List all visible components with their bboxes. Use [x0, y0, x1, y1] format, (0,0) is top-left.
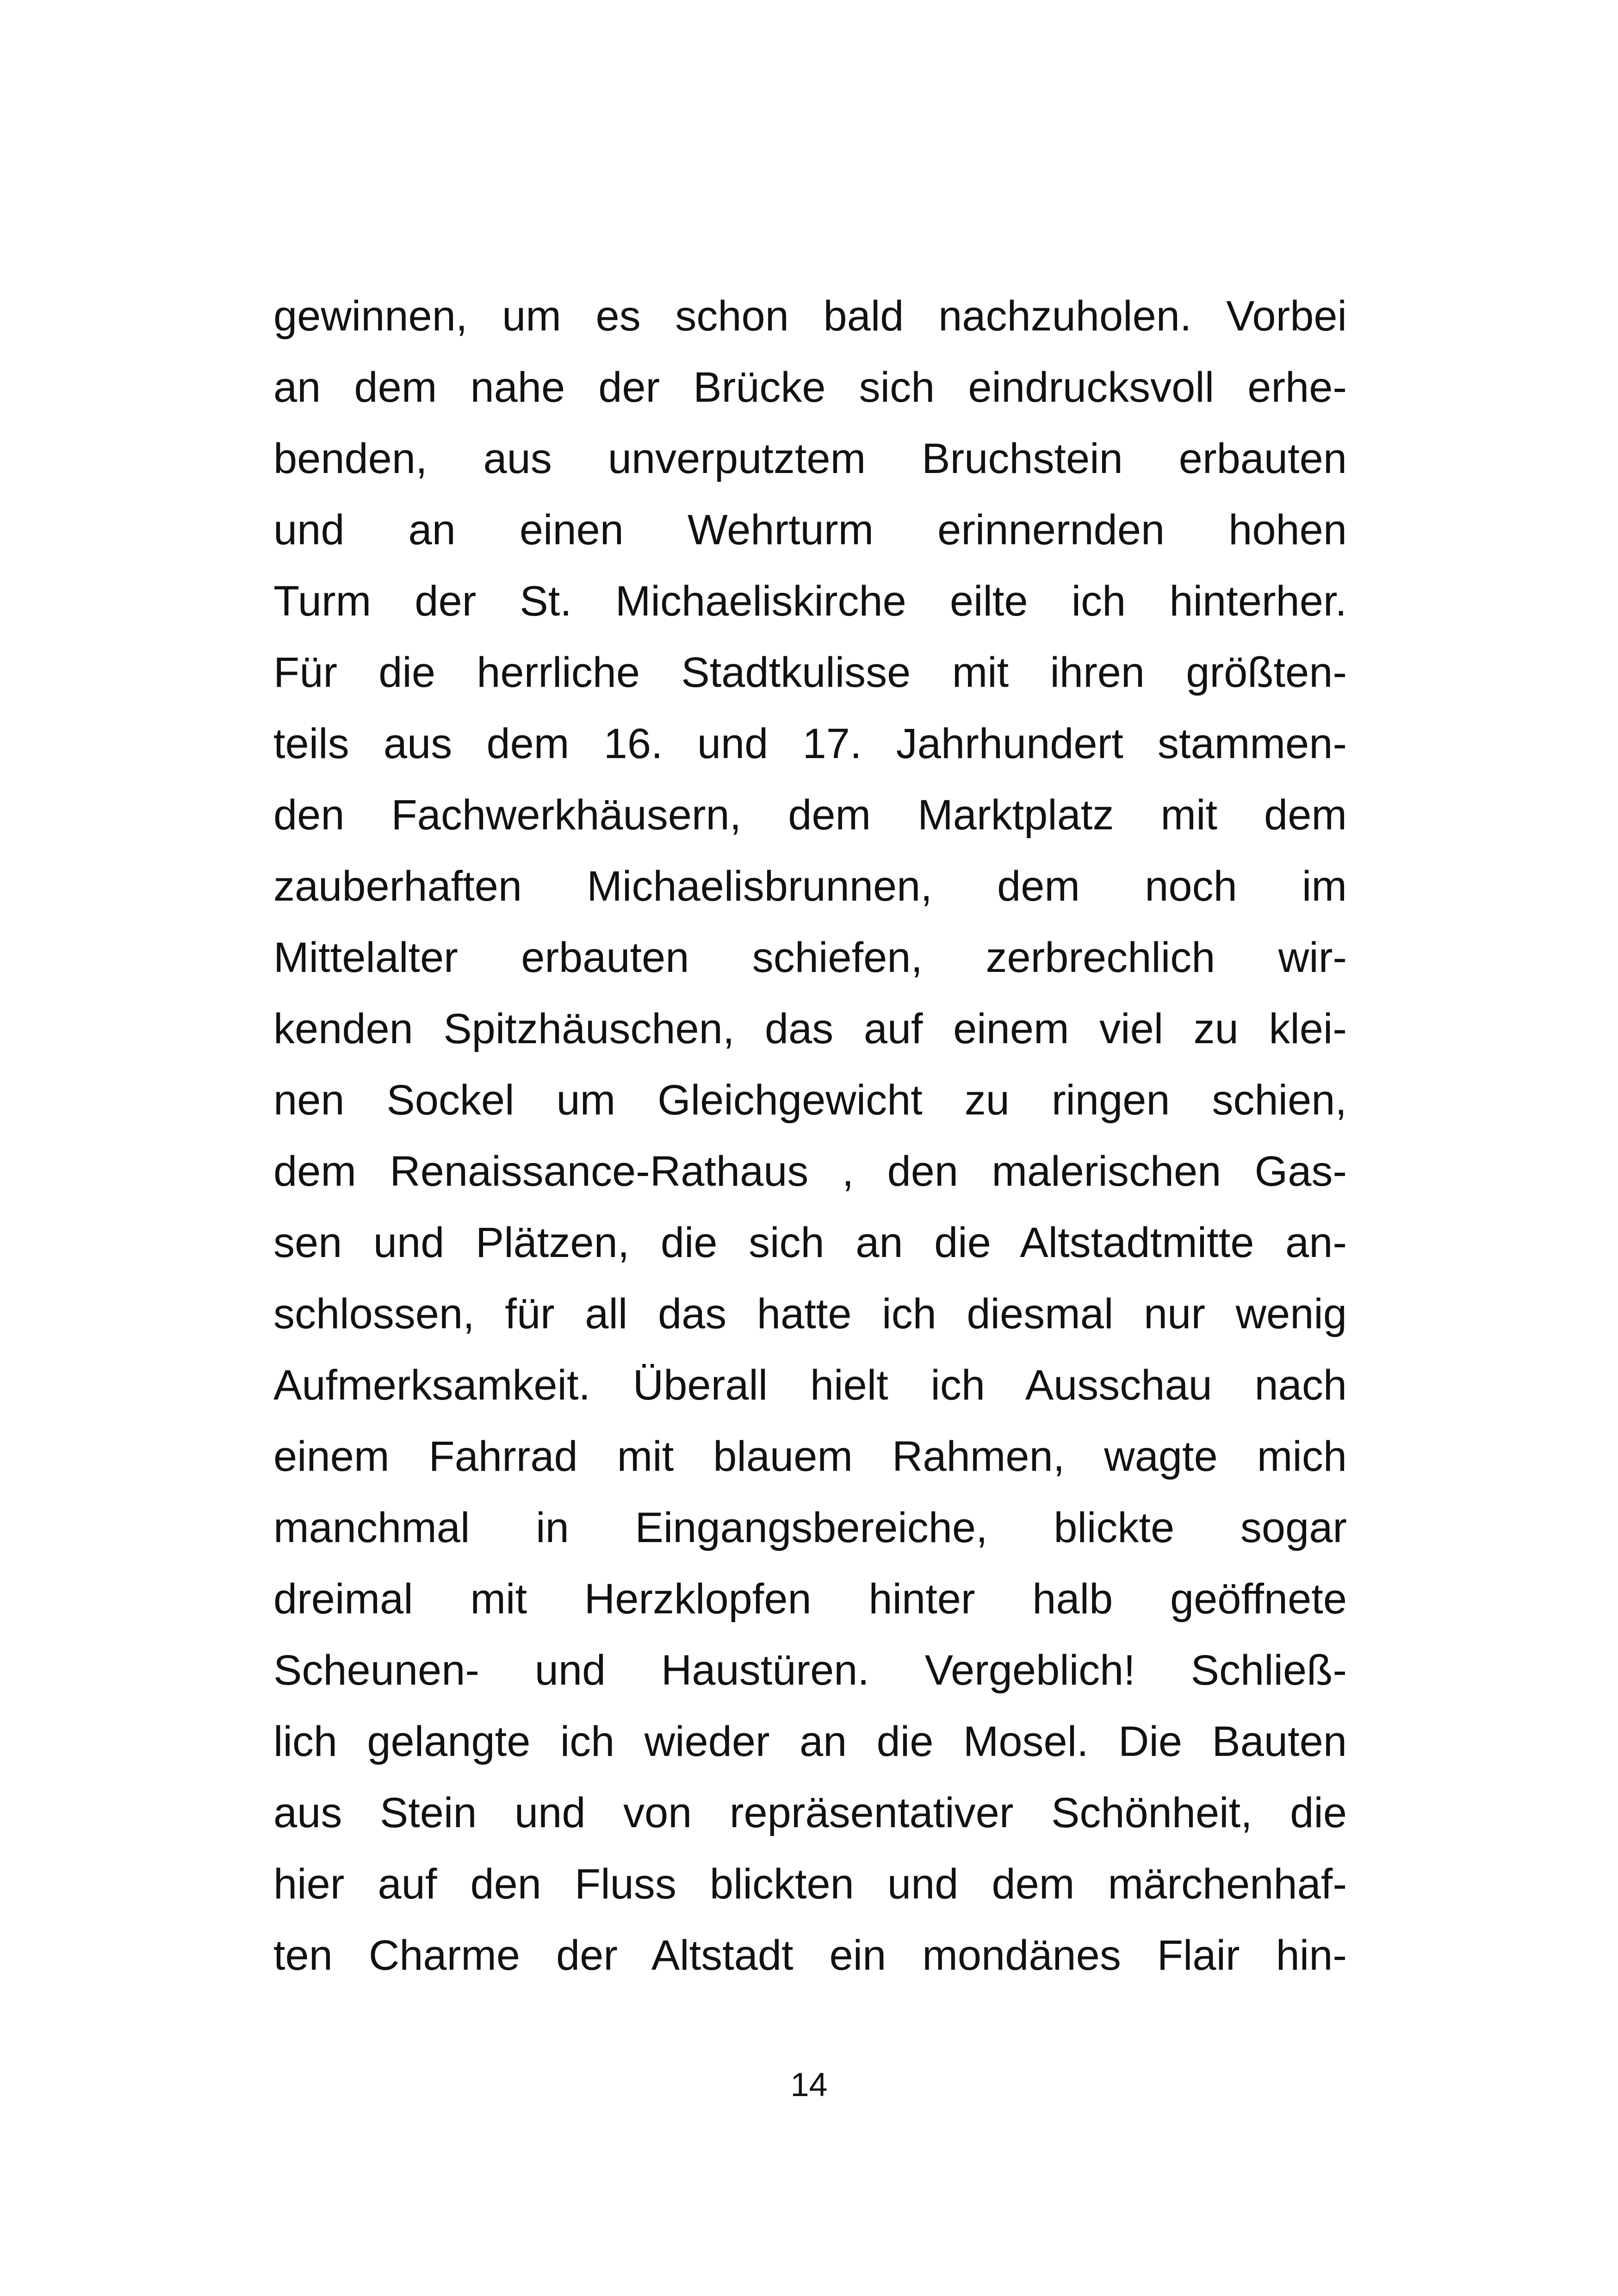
text-line: einem Fahrrad mit blauem Rahmen, wagte mich: [273, 1433, 1347, 1480]
text-line: dreimal mit Herzklopfen hinter halb geöffnete: [273, 1575, 1347, 1623]
text-line: den Fachwerkhäusern, dem Marktplatz mit dem: [273, 791, 1347, 839]
text-line: schlossen, für all das hatte ich diesmal nur wenig: [273, 1290, 1347, 1338]
text-line: Aufmerksamkeit. Überall hielt ich Ausschau nach: [273, 1362, 1347, 1409]
text-line: gewinnen, um es schon bald nachzuholen. Vorbei: [273, 292, 1347, 340]
text-line: hier auf den Fluss blickten und dem märchenhaf-: [273, 1860, 1347, 1908]
text-line: und an einen Wehrturm erinnernden hohen: [273, 506, 1347, 554]
text-line: lich gelangte ich wieder an die Mosel. Die Bauten: [273, 1718, 1347, 1765]
text-line: dem Renaissance-Rathaus , den malerischen Gas-: [273, 1148, 1347, 1195]
text-line: Turm der St. Michaeliskirche eilte ich hinterher.: [273, 578, 1347, 625]
text-line: teils aus dem 16. und 17. Jahrhundert stammen-: [273, 720, 1347, 767]
text-line: manchmal in Eingangsbereiche, blickte sogar: [273, 1504, 1347, 1551]
text-line: an dem nahe der Brücke sich eindrucksvoll erhe-: [273, 364, 1347, 411]
body-text: [273, 280, 1347, 1991]
text-line: kenden Spitzhäuschen, das auf einem viel zu klei-: [273, 1005, 1347, 1052]
text-line: aus Stein und von repräsentativer Schönheit, die: [273, 1789, 1347, 1836]
page-number: 14: [790, 2066, 828, 2103]
text-line: Mittelalter erbauten schiefen, zerbrechlich wir-: [273, 934, 1347, 981]
text-line: Scheunen- und Haustüren. Vergeblich! Schließ-: [273, 1647, 1347, 1694]
text-line: ten Charme der Altstadt ein mondänes Flair hin-: [273, 1932, 1347, 1979]
text-line: zauberhaften Michaelisbrunnen, dem noch im: [273, 863, 1347, 910]
text-line: benden, aus unverputztem Bruchstein erbauten: [273, 435, 1347, 482]
text-line: nen Sockel um Gleichgewicht zu ringen schien,: [273, 1076, 1347, 1124]
text-line: Für die herrliche Stadtkulisse mit ihren größten-: [273, 649, 1347, 696]
text-line: sen und Plätzen, die sich an die Altstadtmitte an-: [273, 1219, 1347, 1266]
